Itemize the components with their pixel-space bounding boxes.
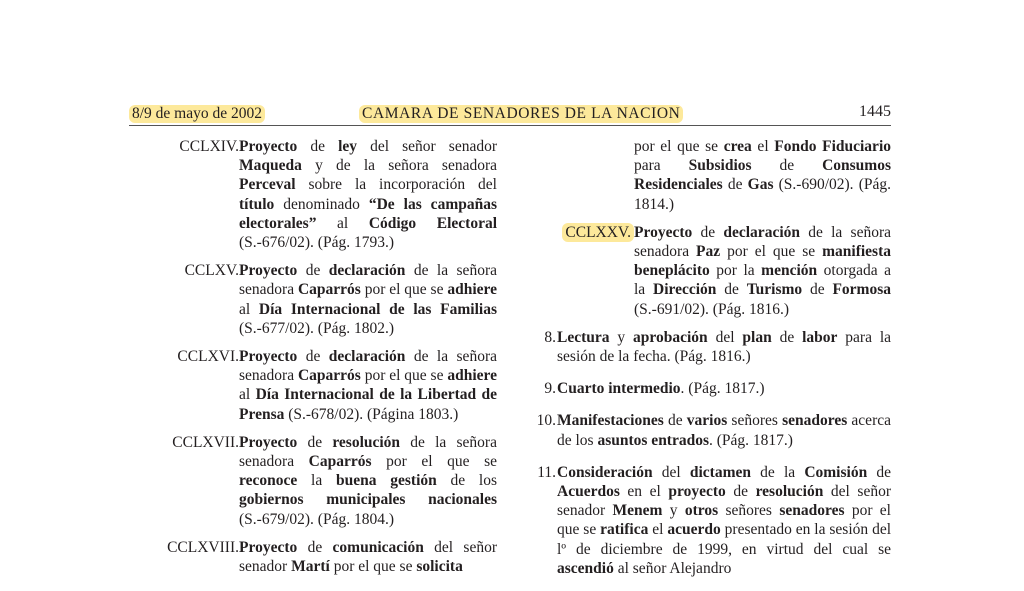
right-column: [527, 137, 891, 591]
entry-text: Proyecto de resolución de la señora senadora Caparrós por el que se reconoce la buena gestión de los gobiernos municipales nacionales (S.-679/02). (Pág. 1804.): [239, 433, 498, 528]
page-number: 1445: [859, 103, 891, 120]
list-item: [527, 411, 891, 449]
entry-text: Proyecto de declaración de la señora senadora Caparrós por el que se adhiere al Día Internacional de la Libertad de Prensa (S.-678/02). (Página 1803.): [239, 348, 498, 423]
entry-number: CCLXVIII.: [167, 538, 239, 556]
entry-text: Proyecto de comunicación del señor senador Martí por el que se solicita: [239, 538, 497, 576]
list-item: [130, 347, 497, 424]
list-item: [130, 538, 497, 576]
entry-text: por el que se crea el Fondo Fiduciario para Subsidios de Consumos Residenciales de Gas (S.-690/02). (Pág. 1814.): [634, 138, 891, 213]
entry-text: Lectura y aprobación del plan de labor para la sesión de la fecha. (Pág. 1816.): [557, 328, 892, 366]
list-item: [527, 328, 891, 366]
list-item: [130, 137, 497, 252]
entry-text: Cuarto intermedio. (Pág. 1817.): [557, 380, 765, 398]
entry-number: 8.: [544, 328, 556, 346]
entry-number: 10.: [536, 412, 556, 430]
entry-text: Proyecto de declaración de la señora senadora Caparrós por el que se adhiere al Día Internacional de las Familias (S.-677/02). (Pág. 1802.): [239, 262, 497, 337]
list-item: [527, 379, 891, 398]
list-item: [130, 433, 497, 529]
entry-text: Manifestaciones de varios señores senadores acerca de los asuntos entrados. (Pág. 1817.): [557, 412, 891, 449]
entry-text: Consideración del dictamen de la Comisión de Acuerdos en el proyecto de resolución del señor senador Menem y otros señores senadores por el que se ratifica el acuerdo presentado en la sesión del lº de diciembre de 1999, en virtud del cual se ascendió al señor Alejandro: [557, 463, 892, 577]
entry-number: CCLXV.: [184, 262, 239, 280]
header-date: 8/9 de mayo de 2002: [129, 105, 265, 123]
entry-number: CCLXVI.: [177, 348, 239, 366]
left-column: [130, 137, 497, 585]
entry-number: CCLXIV.: [179, 138, 239, 155]
entry-number: 11.: [537, 463, 556, 481]
list-item: [130, 261, 497, 338]
list-item: [527, 223, 891, 319]
list-item: [527, 463, 891, 578]
header-title: CAMARA DE SENADORES DE LA NACION: [359, 105, 683, 123]
continued-entry: [527, 137, 891, 214]
entry-number: CCLXVII.: [172, 433, 239, 451]
entry-text: Proyecto de declaración de la señora senadora Paz por el que se manifiesta beneplácito por la mención otorgada a la Dirección de Turismo de Formosa (S.-691/02). (Pág. 1816.): [634, 223, 891, 318]
entry-number: CCLXXV.: [562, 223, 634, 242]
page-header: [129, 103, 891, 126]
entry-text: Proyecto de ley del señor senador Maqueda y de la señora senadora Perceval sobre la incorporación del título denominado “De las campañas electorales” al Código Electoral (S.-676/02). (Pág. 1793.): [239, 138, 498, 252]
entry-number: 9.: [544, 380, 556, 398]
